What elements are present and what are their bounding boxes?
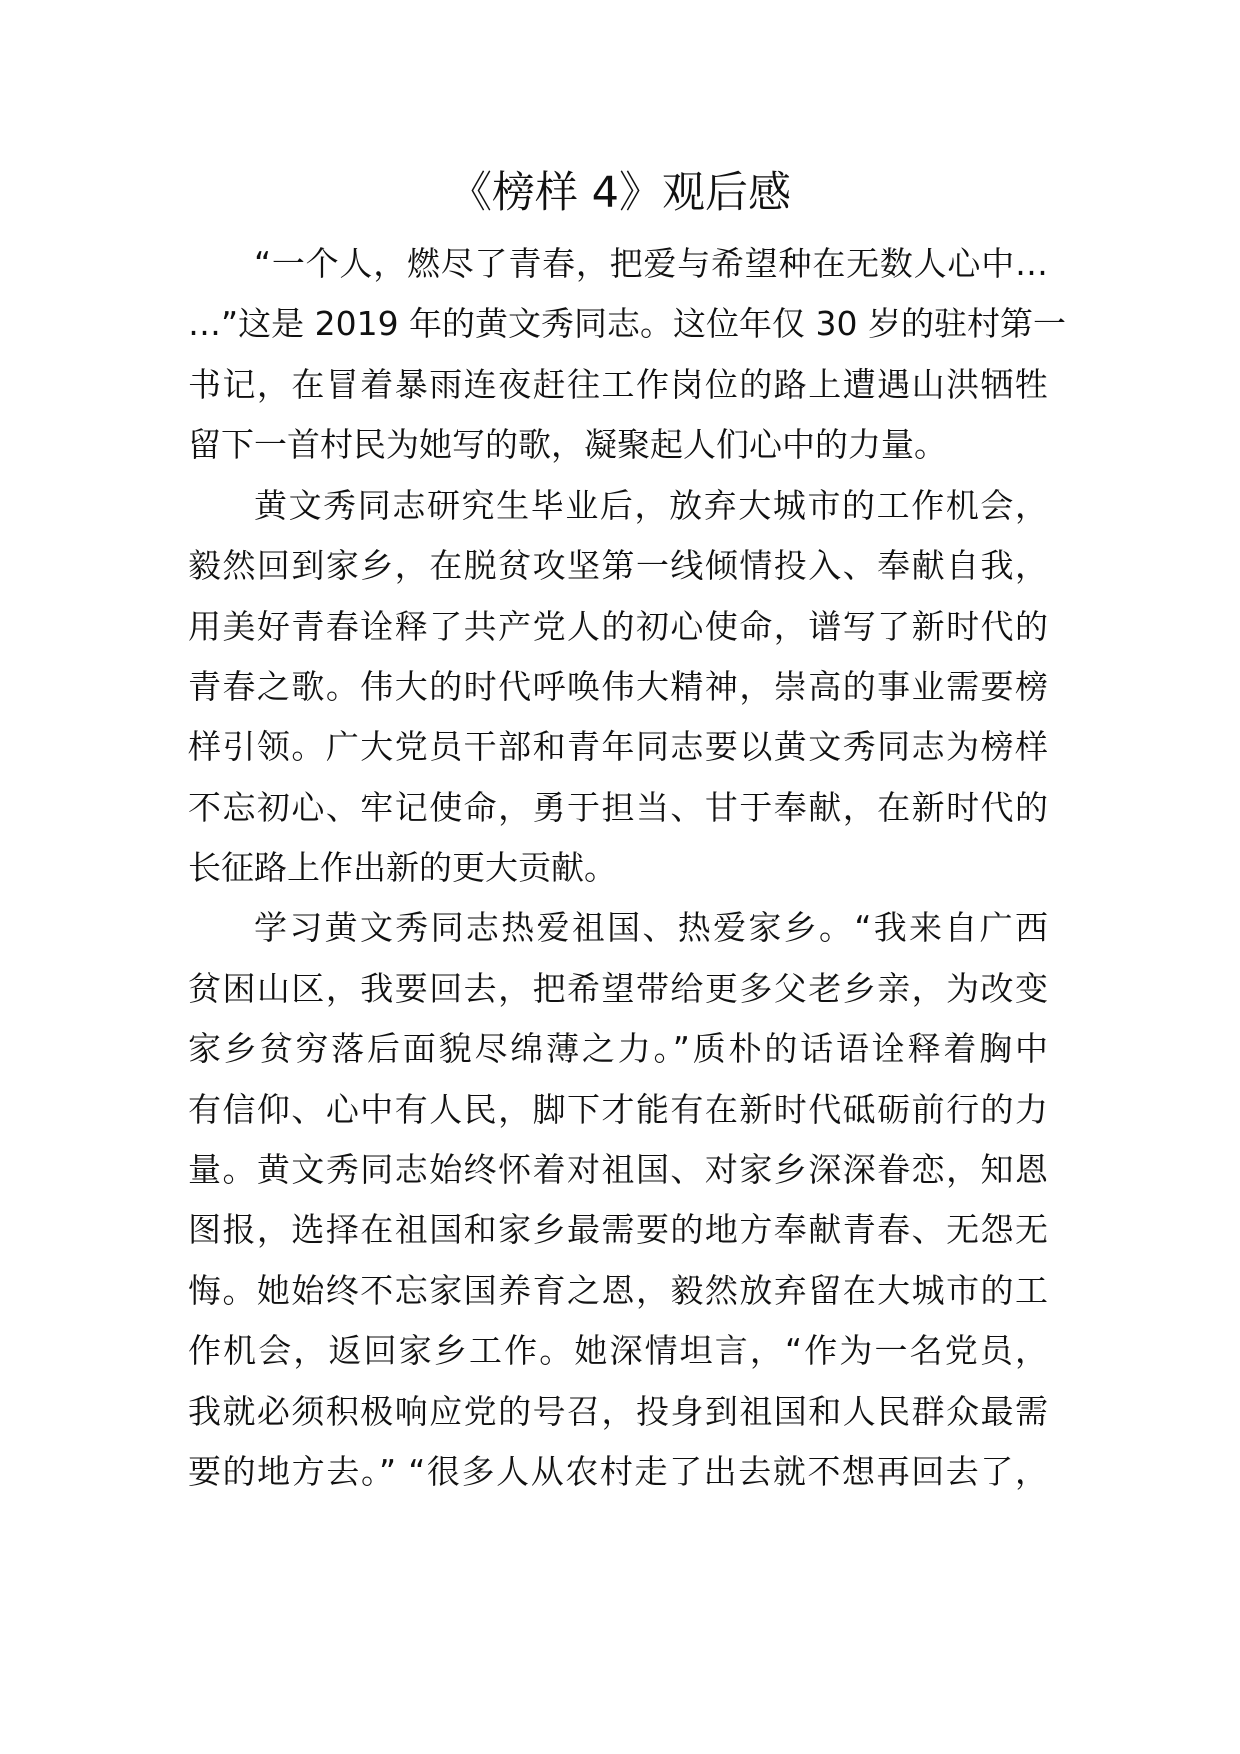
- paragraph-line: 要的地方去。” “很多人从农村走了出去就不想再回去了，: [188, 1452, 1048, 1491]
- paragraph-line: 悔。她始终不忘家国养育之恩，毅然放弃留在大城市的工: [188, 1271, 1048, 1310]
- paragraph-line: 不忘初心、牢记使命，勇于担当、甘于奉献，在新时代的: [188, 788, 1048, 827]
- paragraph-line: 样引领。广大党员干部和青年同志要以黄文秀同志为榜样: [188, 727, 1048, 766]
- paragraph-line: 我就必须积极响应党的号召，投身到祖国和人民群众最需: [188, 1392, 1048, 1431]
- paragraph-line: 图报，选择在祖国和家乡最需要的地方奉献青春、无怨无: [188, 1210, 1048, 1249]
- paragraph-line: 青春之歌。伟大的时代呼唤伟大精神，崇高的事业需要榜: [188, 667, 1048, 706]
- paragraph-line: …”这是 2019 年的黄文秀同志。这位年仅 30 岁的驻村第一: [188, 304, 1067, 343]
- paragraph-line: 贫困山区，我要回去，把希望带给更多父老乡亲，为改变: [188, 969, 1048, 1008]
- paragraph-line: 家乡贫穷落后面貌尽绵薄之力。”质朴的话语诠释着胸中: [188, 1029, 1048, 1068]
- paragraph-line: 用美好青春诠释了共产党人的初心使命，谱写了新时代的: [188, 607, 1048, 646]
- paragraph-line: 作机会，返回家乡工作。她深情坦言，“作为一名党员，: [188, 1331, 1048, 1370]
- paragraph-line: 留下一首村民为她写的歌，凝聚起人们心中的力量。: [188, 425, 947, 464]
- paragraph-line: 量。黄文秀同志始终怀着对祖国、对家乡深深眷恋，知恩: [188, 1150, 1048, 1189]
- paragraph-line: 长征路上作出新的更大贡献。: [188, 848, 617, 887]
- paragraph-line: 黄文秀同志研究生毕业后，放弃大城市的工作机会，: [254, 486, 1048, 525]
- paragraph-line: 书记，在冒着暴雨连夜赶往工作岗位的路上遭遇山洪牺牲: [188, 365, 1048, 404]
- paragraph-line: 有信仰、心中有人民，脚下才能有在新时代砥砺前行的力: [188, 1090, 1048, 1129]
- document-title: 《榜样 4》观后感: [448, 168, 792, 218]
- paragraph-line: 学习黄文秀同志热爱祖国、热爱家乡。“我来自广西: [254, 908, 1048, 947]
- paragraph-line: “一个人，燃尽了青春，把爱与希望种在无数人心中…: [254, 244, 1048, 283]
- paragraph-line: 毅然回到家乡，在脱贫攻坚第一线倾情投入、奉献自我，: [188, 546, 1048, 585]
